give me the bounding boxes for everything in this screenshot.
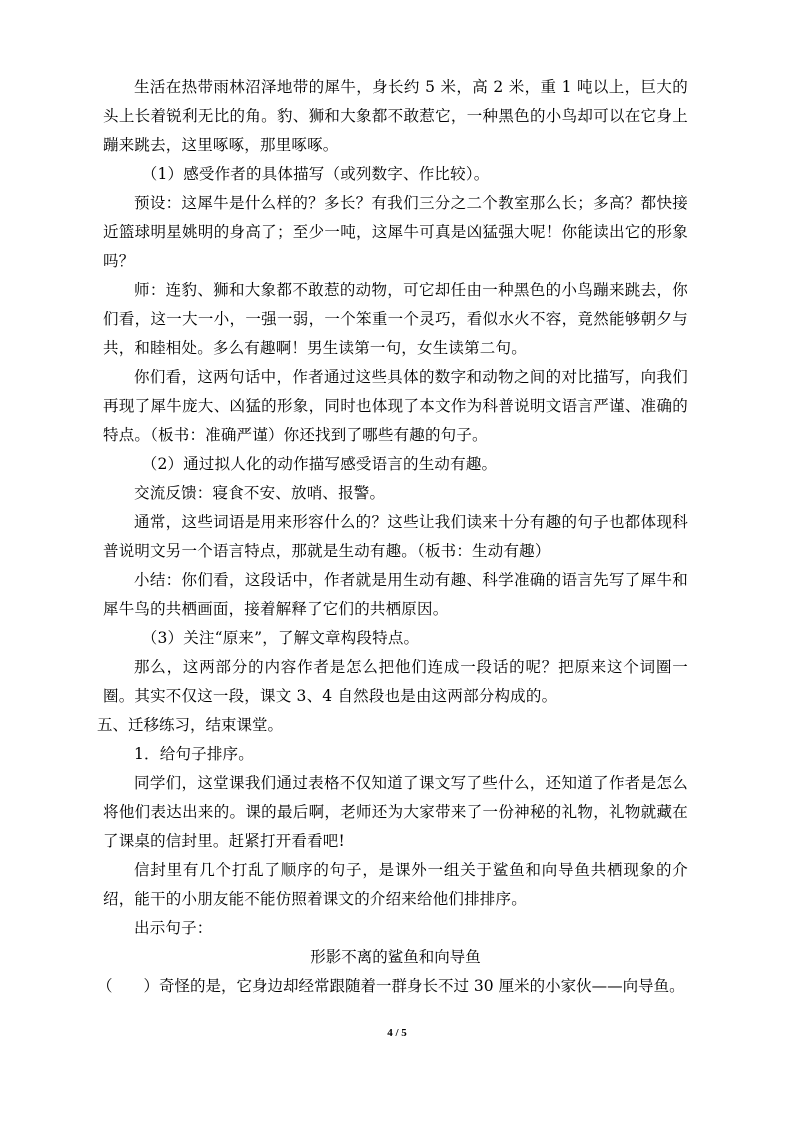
paragraph-step-2: （2）通过拟人化的动作描写感受语言的生动有趣。 [141, 455, 498, 473]
paragraph-teacher: 师：连豹、狮和大象都不敢惹的动物，可它却任由一种黑色的小鸟蹦来跳去，你们看，这一大一小，一强一弱，一个笨重一个灵巧，看似水火不容，竟然能够朝夕与共，和睦相处。多么有趣啊！男生读第一句，女生读第二句。 [103, 281, 688, 357]
paragraph-show-sentences: 出示句子： [134, 919, 213, 937]
document-body [97, 73, 688, 1001]
section-heading-five: 五、迁移练习，结束课堂。 [97, 716, 284, 734]
paragraph-preset: 预设：这犀牛是什么样的？多长？有我们三分之二个教室那么长；多高？都快接近篮球明星姚明的身高了；至少一吨，这犀牛可真是凶猛强大呢！你能读出它的形象吗？ [103, 194, 688, 270]
paragraph-conclusion: 小结：你们看，这段话中，作者就是用生动有趣、科学准确的语言先写了犀牛和犀牛鸟的共栖画面，接着解释了它们的共栖原因。 [103, 571, 688, 618]
paragraph-exercise-1: 1．给句子排序。 [134, 745, 254, 763]
sentence-item-1: （ ）奇怪的是，它身边却经常跟随着一群身长不过 30 厘米的小家伙——向导鱼。 [97, 977, 685, 995]
sentence-title: 形影不离的鲨鱼和向导鱼 [310, 948, 481, 966]
paragraph-structure: 那么，这两部分的内容作者是怎么把他们连成一段话的呢？把原来这个词圈一圈。其实不仅这一段，课文 3、4 自然段也是由这两部分构成的。 [103, 658, 688, 705]
paragraph-rhino-intro: 生活在热带雨林沼泽地带的犀牛，身长约 5 米，高 2 米，重 1 吨以上，巨大的头上长着锐利无比的角。豹、狮和大象都不敢惹它，一种黑色的小鸟却可以在它身上蹦来跳去，这里啄啄，那里啄啄。 [103, 78, 688, 154]
paragraph-step-1: （1）感受作者的具体描写（或列数字、作比较）。 [141, 165, 490, 183]
paragraph-vivid: 通常，这些词语是用来形容什么的？这些让我们读来十分有趣的句子也都体现科普说明文另一个语言特点，那就是生动有趣。（板书：生动有趣） [103, 513, 688, 560]
paragraph-students: 同学们，这堂课我们通过表格不仅知道了课文写了些什么，还知道了作者是怎么将他们表达出来的。课的最后啊，老师还为大家带来了一份神秘的礼物，礼物就藏在了课桌的信封里。赶紧打开看看吧! [103, 774, 688, 850]
page-number: 4 / 5 [387, 1027, 407, 1039]
paragraph-envelope: 信封里有几个打乱了顺序的句子，是课外一组关于鲨鱼和向导鱼共栖现象的介绍，能干的小朋友能不能仿照着课文的介绍来给他们排排序。 [103, 861, 688, 908]
paragraph-summary-accuracy: 你们看，这两句话中，作者通过这些具体的数字和动物之间的对比描写，向我们再现了犀牛庞大、凶猛的形象，同时也体现了本文作为科普说明文语言严谨、准确的特点。（板书：准确严谨）你还找到了哪些有趣的句子。 [103, 368, 688, 444]
paragraph-step-3: （3）关注“原来”，了解文章构段特点。 [141, 629, 420, 647]
paragraph-feedback: 交流反馈：寝食不安、放哨、报警。 [134, 484, 386, 502]
